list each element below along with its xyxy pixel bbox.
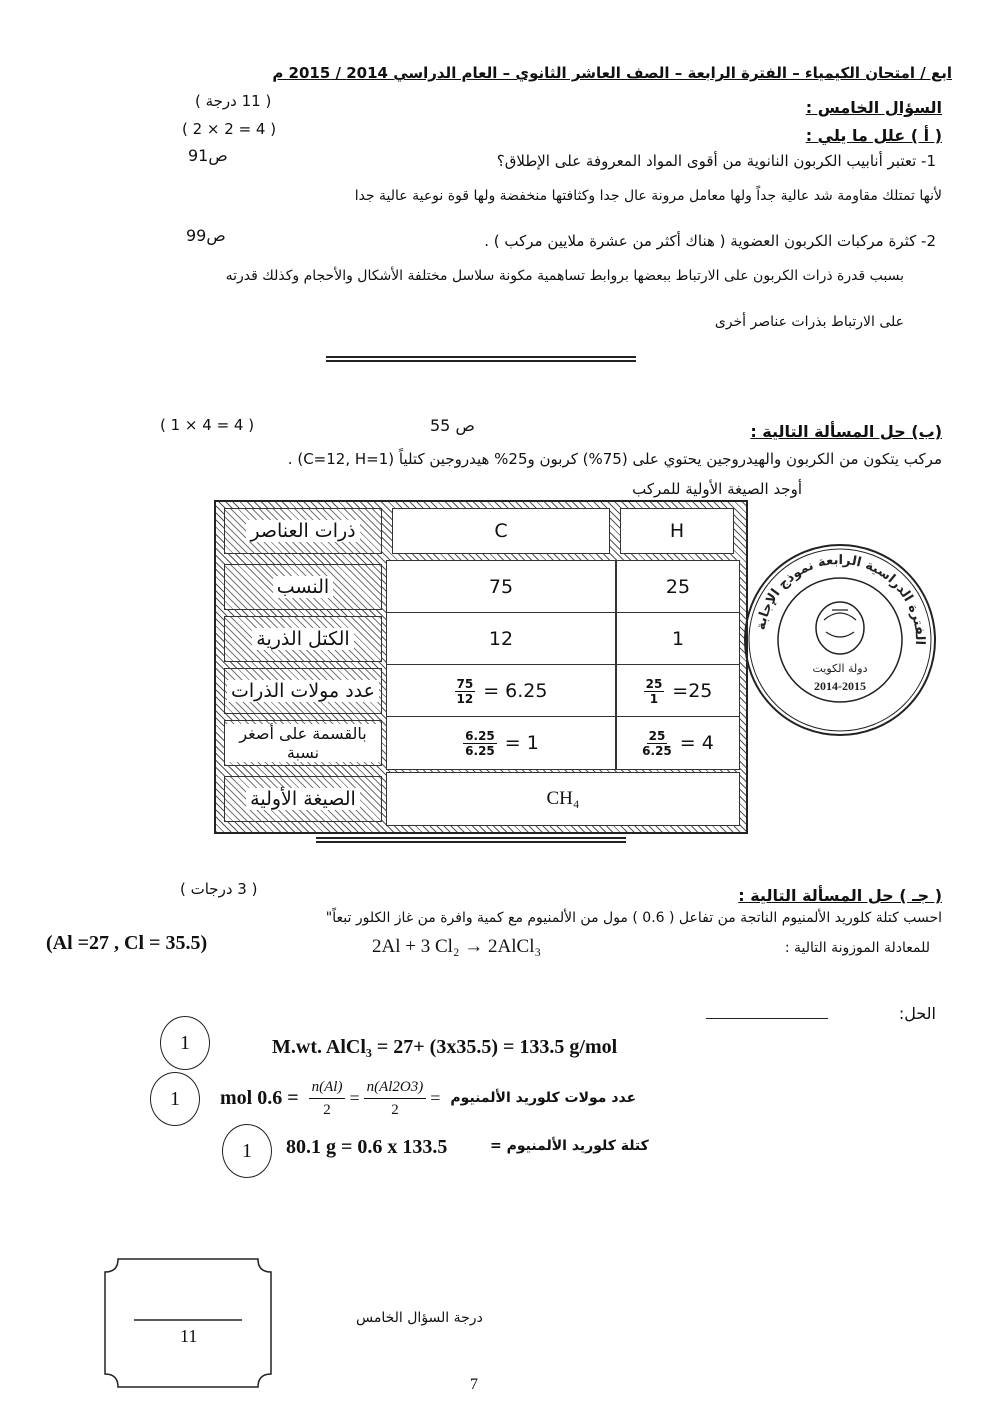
table-header-label: ذرات العناصر [224,508,382,554]
table-header-c: C [392,508,610,554]
score-circle: 1 [160,1016,210,1070]
table-formula-label: الصيغة الأولية [224,776,382,822]
part-a-q2-page-ref: ص99 [186,226,226,245]
fraction: $\frac{n(Al2O3)}{2}$ [364,1076,427,1121]
part-a-title: ( أ ) علل ما يلي : [805,126,942,145]
question-total-marks: ( 11 درجة ) [195,92,272,110]
score-box [104,1258,272,1388]
stamp-graphic [740,540,940,740]
moles-label: عدد مولات كلوريد الألمنيوم [450,1090,637,1106]
part-a-q2-answer-line2: على الارتباط بذرات عناصر أخرى [714,314,904,330]
part-b-page-ref: ص 55 [430,416,475,435]
table-cell-h: $\frac{25}{6.25}$ = 4 [616,716,740,770]
step-mass: 80.1 g = 0.6 x 133.5 [286,1136,448,1158]
divider [326,356,636,362]
page-number: 7 [470,1376,478,1393]
question-title: السؤال الخامس : [805,98,942,117]
official-stamp [740,540,940,740]
part-c-marks: ( 3 درجات ) [180,880,258,898]
score-circle: 1 [150,1072,200,1126]
part-a-q1-page-ref: ص91 [188,146,228,165]
part-a-q1: 1- تعتبر أنابيب الكربون النانوية من أقوى المواد المعروفة على الإطلاق؟ [496,152,936,170]
table-row-label: النسب [224,564,382,610]
part-c-title: ( جـ ) حل المسألة التالية : [738,886,942,905]
part-a-q2-answer-line1: بسبب قدرة ذرات الكربون على الارتباط ببعضها بروابط تساهمية مكونة سلاسل مختلفة الأشكال والأحجام وكذلك قدرته [225,268,904,284]
part-b-task: أوجد الصيغة الأولية للمركب [632,480,802,498]
table-formula-value: CH₄ [386,772,740,826]
table-cell-c: $\frac{6.25}{6.25}$ = 1 [386,716,616,770]
part-c-problem: احسب كتلة كلوريد الألمنيوم الناتجة من تفاعل ( 0.6 ) مول من الألمنيوم مع كمية وافرة من غاز الكلور تبعاً" [325,910,942,926]
solution-label: الحل: [898,1004,936,1023]
part-a-q2: 2- كثرة مركبات الكربون العضوية ( هناك أكثر من عشرة ملايين مركب ) . [484,232,936,250]
divider [316,837,626,843]
part-c-constants: (Al =27 , Cl = 35.5) [46,932,208,954]
part-a-q1-answer: لأنها تمتلك مقاومة شد عالية جداً ولها معامل مرونة عال جدا وكثافتها منخفضة ولها قوة نوعية عالية جدا [354,188,942,204]
svg-text:دولة الكويت: دولة الكويت [812,662,868,675]
fraction: $\frac{6.25}{6.25}$ [465,728,495,758]
table-cell-h: $\frac{25}{1}$ =25 [616,664,740,718]
step-mass-label: كتلة كلوريد الألمنيوم = [490,1138,649,1154]
page-header: ابع / امتحان الكيمياء – الفترة الرابعة – الصف العاشر الثانوي – العام الدراسي 2014 / 2015 م [272,64,952,82]
table-cell-c: 12 [386,612,616,666]
table-cell-c: $\frac{75}{12}$ = 6.25 [386,664,616,718]
fraction: $\frac{25}{6.25}$ [642,728,672,758]
moles-lhs: mol 0.6 = [220,1086,299,1109]
table-row-label: الكتل الذرية [224,616,382,662]
table-cell-h: 25 [616,560,740,614]
table-cell-h: 1 [616,612,740,666]
part-a-marks: ( 2 × 2 = 4 ) [182,120,277,138]
part-b-problem: مركب يتكون من الكربون والهيدروجين يحتوي على (75%) كربون و25% هيدروجين كتلياً (C=12, H=1) . [287,450,942,468]
svg-text:الفترة الدراسية الرابعة نموذج: الفترة الدراسية الرابعة نموذج الإجابة [753,552,928,646]
table-row-label: عدد مولات الذرات [224,668,382,714]
table-header-h: H [620,508,734,554]
table-row-label: بالقسمة على أصغر نسبة [224,720,382,766]
step-moles: mol 0.6 = $\frac{n(Al)}{2}$ = $\frac{n(Al2O3)}{2}$ = عدد مولات كلوريد الألمنيوم [220,1070,636,1126]
fraction: $\frac{25}{1}$ [645,676,663,706]
step-molar-mass: M.wt. AlCl₃ = 27+ (3x35.5) = 133.5 g/mol [272,1036,618,1058]
fraction: $\frac{n(Al)}{2}$ [309,1076,346,1121]
part-c-equation: 2Al + 3 Cl₂ → 2AlCl₃ [372,936,542,957]
empirical-formula-table [214,500,748,834]
svg-text:2014-2015: 2014-2015 [814,679,866,693]
part-b-title: (ب) حل المسألة التالية : [750,422,942,441]
score-circle: 1 [222,1124,272,1178]
fraction: $\frac{75}{12}$ [456,676,474,706]
part-b-marks: ( 1 × 4 = 4 ) [160,416,255,434]
score-box-value: 11 [180,1326,198,1346]
score-label: درجة السؤال الخامس [356,1310,483,1326]
table-cell-c: 75 [386,560,616,614]
solution-underline [706,1018,828,1019]
part-c-equation-label: للمعادلة الموزونة التالية : [784,940,930,956]
